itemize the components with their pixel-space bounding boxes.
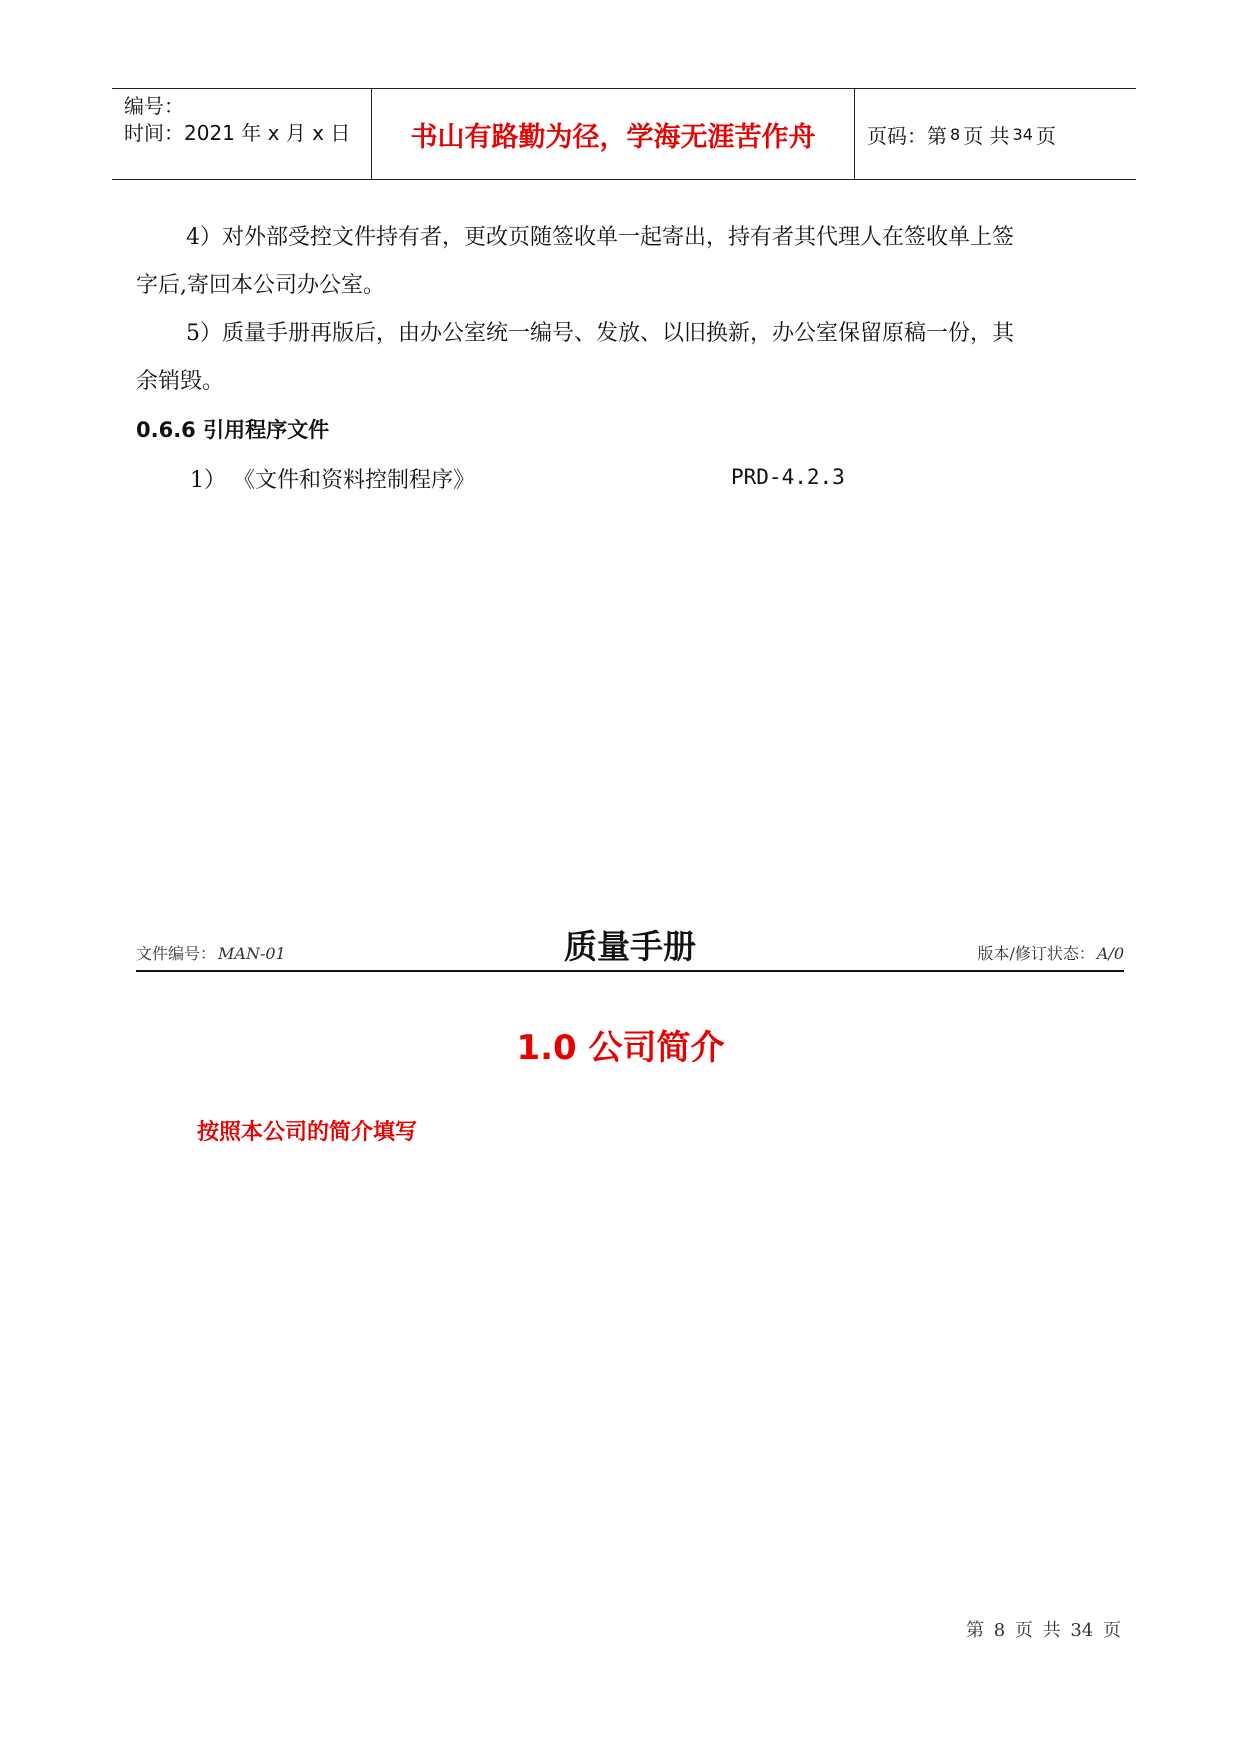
page-total: 34 [1012, 124, 1033, 144]
paragraph-5 [136, 310, 1116, 406]
chapter-note: 按照本公司的简介填写 [197, 1120, 418, 1145]
page-mid: 页 共 [963, 123, 1010, 148]
paragraph-4 [136, 214, 1116, 310]
quality-manual-header [136, 922, 1124, 972]
manual-title: 质量手册 [564, 927, 696, 966]
paragraph-4-line-1: 4）对外部受控文件持有者，更改页随签收单一起寄出，持有者其代理人在签收单上签 [186, 225, 1014, 250]
document-number-label: 文件编号： [136, 944, 217, 963]
version-label: 版本/修订状态： [977, 944, 1095, 963]
reference-code: PRD-4.2.3 [731, 465, 845, 489]
time-label: 时间：2021 年 x 月 x 日 [124, 121, 351, 145]
document-header [112, 88, 1136, 180]
section-heading: 0.6.6 引用程序文件 [136, 418, 330, 442]
page-prefix: 页码：第 [867, 123, 947, 148]
page-number: 8 [950, 124, 961, 144]
reference-item: 1） 《文件和资料控制程序》 [190, 468, 475, 493]
number-label: 编号： [124, 94, 184, 118]
header-info-cell [112, 89, 372, 179]
page-footer: 第 8 页 共 34 页 [966, 1620, 1121, 1641]
page-suffix: 页 [1035, 123, 1056, 148]
version-status [977, 941, 1124, 964]
paragraph-5-line-1: 5）质量手册再版后，由办公室统一编号、发放、以旧换新，办公室保留原稿一份，其 [186, 321, 1014, 346]
version-value: A/0 [1096, 944, 1124, 963]
header-motto: 书山有路勤为径，学海无涯苦作舟 [372, 89, 855, 179]
document-number-value: MAN-01 [218, 944, 286, 963]
chapter-title: 1.0 公司简介 [516, 1028, 725, 1068]
paragraph-5-line-2: 余销毁。 [136, 369, 225, 394]
header-page-cell [855, 89, 1136, 179]
paragraph-4-line-2: 字后,寄回本公司办公室。 [136, 273, 385, 298]
